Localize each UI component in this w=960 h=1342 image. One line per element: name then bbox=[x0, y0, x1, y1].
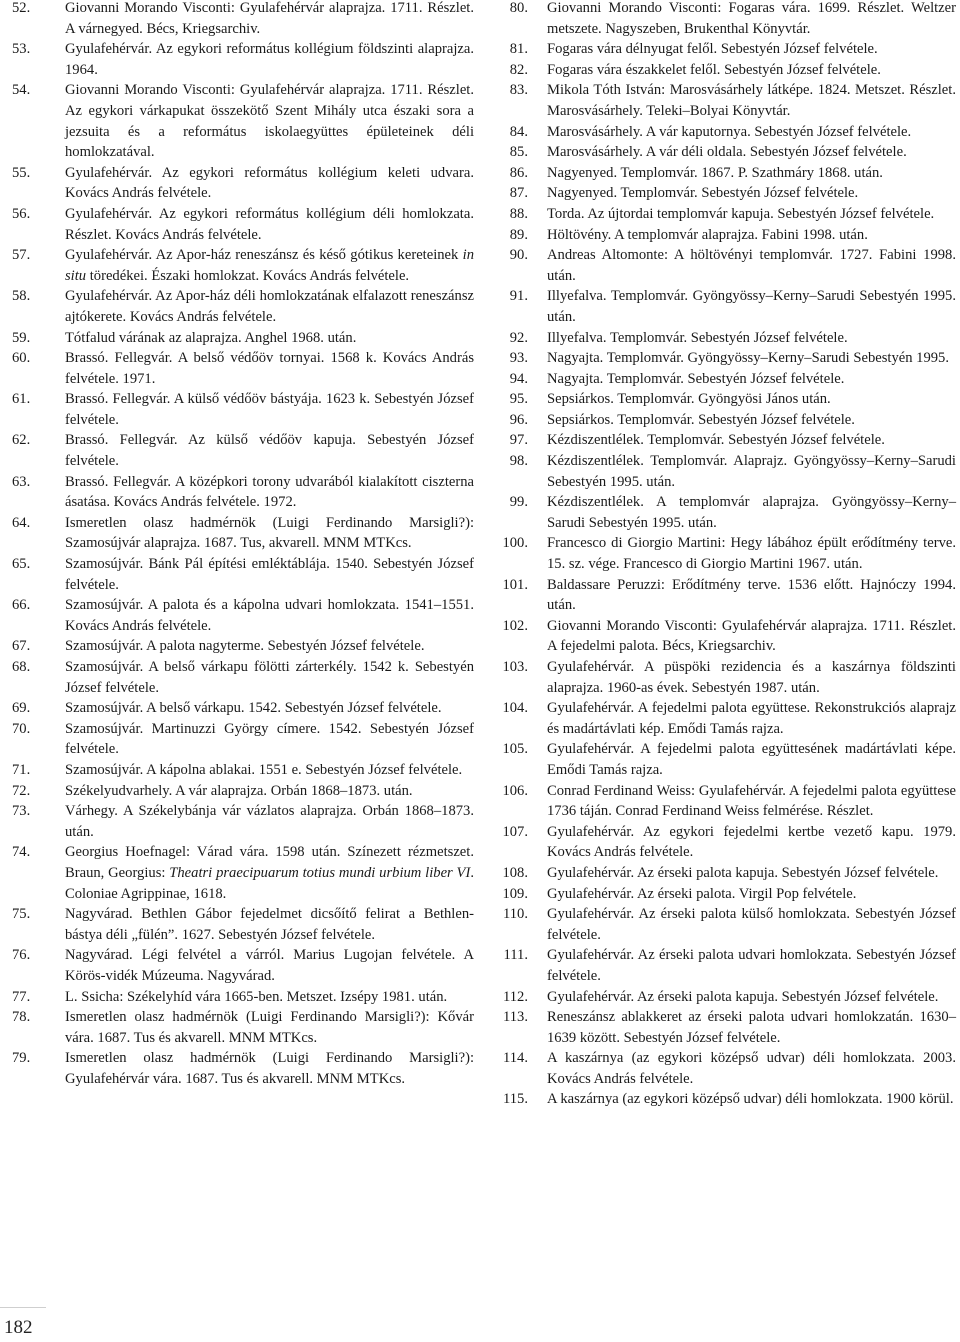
caption-number: 109. bbox=[502, 885, 528, 902]
caption-italic-title: in situ bbox=[65, 247, 474, 284]
caption-number: 93. bbox=[509, 350, 528, 367]
caption-entry bbox=[12, 245, 474, 286]
caption-number: 85. bbox=[509, 144, 528, 161]
caption-entry bbox=[494, 698, 956, 739]
caption-entry bbox=[494, 163, 956, 184]
caption-text-part: Tótfalud várának az alaprajza. Anghel 1968. után. bbox=[65, 329, 357, 346]
caption-number: 60. bbox=[12, 350, 31, 367]
caption-text bbox=[65, 165, 474, 202]
caption-entry bbox=[494, 410, 956, 431]
caption-entry bbox=[12, 348, 474, 389]
caption-entry bbox=[494, 822, 956, 863]
caption-text bbox=[547, 330, 848, 346]
caption-entry bbox=[494, 430, 956, 451]
caption-entry bbox=[12, 801, 474, 842]
caption-entry bbox=[12, 760, 474, 781]
caption-text bbox=[547, 824, 956, 861]
caption-number: 70. bbox=[12, 720, 31, 737]
caption-text bbox=[65, 247, 474, 284]
caption-entry bbox=[12, 389, 474, 430]
caption-text-part: Illyefalva. Templomvár. Sebestyén József felvétele. bbox=[547, 329, 848, 346]
caption-text-part: Nagyajta. Templomvár. Gyöngyössy–Kerny–Sarudi Sebestyén 1995. bbox=[547, 350, 950, 367]
caption-number: 66. bbox=[12, 597, 31, 614]
caption-number: 97. bbox=[509, 432, 528, 449]
caption-entry bbox=[494, 739, 956, 780]
caption-text-part: Nagyvárad. Bethlen Gábor fejedelmet dicsőítő felirat a Bethlen-bástya déli „fülén”. 1627. Sebestyén József felvétele. bbox=[65, 906, 474, 943]
caption-entry bbox=[494, 39, 956, 60]
caption-text-part: Gyulafehérvár. A fejedelmi palota együttese. Rekonstrukciós alaprajz és madártávlati kép. Emődi Tamás rajza. bbox=[547, 700, 956, 737]
caption-text-part: Ismeretlen olasz hadmérnök (Luigi Ferdinando Marsigli?): Kővár vára. 1687. Tus és akvarell. MNM MTKcs. bbox=[65, 1009, 474, 1046]
caption-number: 112. bbox=[503, 988, 528, 1005]
caption-number: 81. bbox=[509, 41, 528, 58]
caption-entry bbox=[12, 636, 474, 657]
caption-text bbox=[65, 906, 474, 943]
caption-number: 101. bbox=[502, 576, 528, 593]
caption-entry bbox=[494, 122, 956, 143]
caption-text-part: Gyulafehérvár. Az egykori fejedelmi kertbe vezető kapu. 1979. Kovács András felvétele. bbox=[547, 823, 956, 861]
caption-number: 77. bbox=[12, 988, 31, 1005]
caption-number: 58. bbox=[12, 288, 31, 305]
caption-text-part: Sepsiárkos. Templomvár. Gyöngyösi János után. bbox=[547, 391, 831, 408]
caption-text bbox=[547, 412, 855, 428]
caption-text-part: töredékei. Északi homlokzat. Kovács András felvétele. bbox=[86, 267, 410, 284]
caption-number: 74. bbox=[12, 844, 31, 861]
caption-entry bbox=[12, 904, 474, 945]
caption-entry bbox=[494, 389, 956, 410]
caption-list-right bbox=[494, 0, 956, 1110]
caption-entry bbox=[494, 945, 956, 986]
caption-text-part: A kaszárnya (az egykori középső udvar) déli homlokzata. 1900 körül. bbox=[547, 1091, 954, 1108]
caption-text bbox=[547, 453, 956, 490]
caption-text bbox=[65, 0, 474, 37]
caption-text bbox=[547, 247, 956, 284]
caption-text bbox=[547, 391, 831, 407]
caption-number: 72. bbox=[12, 782, 31, 799]
caption-number: 115. bbox=[503, 1091, 528, 1108]
caption-text-part: Gyulafehérvár. Az egykori református kollégium déli homlokzata. Részlet. Kovács András felvétele. bbox=[65, 205, 474, 243]
caption-entry bbox=[12, 698, 474, 719]
caption-entry bbox=[494, 781, 956, 822]
caption-text-part: Kézdiszentlélek. Templomvár. Sebestyén József felvétele. bbox=[547, 432, 885, 449]
caption-text-part: Giovanni Morando Visconti: Gyulafehérvár alaprajza. 1711. Részlet. Az egykori várkapukat összekötő Szent Mihály utca északi sora a jezsuita és a református iskolaegyüttes épületeinek déli homlokzatával. bbox=[65, 82, 474, 161]
caption-number: 79. bbox=[12, 1050, 31, 1067]
caption-number: 54. bbox=[12, 82, 31, 99]
caption-text bbox=[65, 803, 474, 840]
caption-number: 91. bbox=[509, 288, 528, 305]
caption-text bbox=[547, 0, 956, 37]
caption-entry bbox=[494, 286, 956, 327]
caption-entry bbox=[494, 245, 956, 286]
caption-number: 86. bbox=[509, 164, 528, 181]
caption-text bbox=[547, 206, 934, 222]
caption-number: 59. bbox=[12, 329, 31, 346]
caption-text-part: Sepsiárkos. Templomvár. Sebestyén József felvétele. bbox=[547, 411, 855, 428]
caption-text bbox=[65, 659, 474, 696]
caption-entry bbox=[494, 1048, 956, 1089]
caption-number: 102. bbox=[502, 617, 528, 634]
caption-entry bbox=[12, 554, 474, 595]
caption-number: 82. bbox=[509, 61, 528, 78]
caption-text bbox=[65, 556, 474, 593]
caption-text bbox=[547, 227, 868, 243]
caption-entry bbox=[12, 781, 474, 802]
caption-text-part: Nagyajta. Templomvár. Sebestyén József felvétele. bbox=[547, 370, 845, 387]
caption-number: 103. bbox=[502, 659, 528, 675]
caption-number: 64. bbox=[12, 514, 31, 531]
caption-text-part: Gyulafehérvár. Az érseki palota udvari homlokzata. Sebestyén József felvétele. bbox=[547, 947, 956, 984]
caption-entry bbox=[494, 987, 956, 1008]
caption-number: 113. bbox=[503, 1009, 528, 1026]
caption-text bbox=[547, 535, 956, 572]
caption-entry bbox=[12, 842, 474, 904]
caption-entry bbox=[12, 472, 474, 513]
caption-text bbox=[65, 1009, 474, 1046]
caption-text bbox=[547, 947, 956, 984]
caption-entry bbox=[494, 348, 956, 369]
caption-text bbox=[65, 597, 474, 634]
caption-text-part: Kézdiszentlélek. A templomvár alaprajza. Gyöngyössy–Kerny–Sarudi Sebestyén 1995. után. bbox=[547, 494, 956, 531]
caption-number: 105. bbox=[502, 741, 528, 758]
caption-text-part: Szamosújvár. A palota nagyterme. Sebestyén József felvétele. bbox=[65, 638, 425, 655]
caption-entry bbox=[494, 183, 956, 204]
caption-number: 69. bbox=[12, 700, 31, 717]
caption-text bbox=[547, 659, 956, 696]
caption-text bbox=[65, 1050, 474, 1087]
caption-text bbox=[65, 206, 474, 243]
caption-text bbox=[547, 906, 956, 943]
caption-text-part: Gyulafehérvár. Az érseki palota kapuja. Sebestyén József felvétele. bbox=[547, 864, 939, 881]
caption-entry bbox=[494, 616, 956, 657]
caption-number: 100. bbox=[502, 535, 528, 552]
caption-text bbox=[65, 432, 474, 469]
caption-number: 98. bbox=[509, 453, 528, 470]
caption-number: 87. bbox=[509, 185, 528, 202]
caption-text bbox=[547, 886, 856, 902]
caption-text-part: Torda. Az újtordai templomvár kapuja. Sebestyén József felvétele. bbox=[547, 205, 935, 222]
caption-text-part: Reneszánsz ablakkeret az érseki palota udvari homlokzatán. 1630–1639 között. Sebestyén József felvétele. bbox=[547, 1009, 956, 1046]
caption-entry bbox=[12, 945, 474, 986]
caption-text bbox=[547, 62, 881, 78]
caption-text-part: Conrad Ferdinand Weiss: Gyulafehérvár. A fejedelmi palota együttese 1736 táján. Conrad Ferdinand Weiss felmérése. Részlet. bbox=[547, 782, 956, 820]
caption-text bbox=[65, 41, 474, 78]
caption-text bbox=[65, 762, 462, 778]
caption-text bbox=[547, 700, 956, 737]
caption-number: 94. bbox=[509, 370, 528, 387]
caption-text bbox=[65, 783, 413, 799]
caption-text-part: Gyulafehérvár. Az érseki palota kapuja. Sebestyén József felvétele. bbox=[547, 988, 939, 1005]
caption-text-part: A kaszárnya (az egykori középső udvar) déli homlokzata. 2003. Kovács András felvétele. bbox=[547, 1050, 956, 1087]
caption-text bbox=[65, 721, 474, 758]
page-number-rule bbox=[0, 1307, 46, 1308]
caption-text-part: Baldassare Peruzzi: Erődítmény terve. 1536 előtt. Hajnóczy 1994. után. bbox=[547, 576, 956, 614]
caption-text bbox=[547, 618, 956, 655]
caption-entry bbox=[12, 430, 474, 471]
caption-entry bbox=[12, 1048, 474, 1089]
caption-text bbox=[65, 844, 474, 901]
caption-text-part: Szamosújvár. A palota és a kápolna udvari homlokzata. 1541–1551. Kovács András felvétele. bbox=[65, 597, 474, 634]
caption-entry bbox=[494, 657, 956, 698]
caption-text bbox=[65, 391, 474, 428]
caption-text-part: Höltövény. A templomvár alaprajza. Fabini 1998. után. bbox=[547, 226, 868, 243]
caption-text bbox=[547, 124, 911, 140]
caption-text-part: Szamosújvár. Martinuzzi György címere. 1542. Sebestyén József felvétele. bbox=[65, 720, 474, 758]
caption-number: 76. bbox=[12, 947, 31, 964]
caption-text bbox=[547, 741, 956, 778]
caption-entry bbox=[494, 575, 956, 616]
caption-text bbox=[547, 865, 938, 881]
caption-text-part: Brassó. Fellegvár. Az külső védőöv kapuja. Sebestyén József felvétele. bbox=[65, 432, 474, 470]
caption-text bbox=[547, 144, 907, 160]
caption-entry bbox=[12, 286, 474, 327]
caption-text bbox=[65, 515, 474, 552]
caption-text-part: Gyulafehérvár. Az érseki palota. Virgil Pop felvétele. bbox=[547, 885, 857, 902]
caption-text-part: Francesco di Giorgio Martini: Hegy lábához épült erődítmény terve. 15. sz. vége. Francesco di Giorgio Martini 1967. után. bbox=[547, 535, 956, 573]
caption-text bbox=[547, 165, 883, 181]
caption-number: 67. bbox=[12, 638, 31, 655]
caption-entry bbox=[494, 225, 956, 246]
caption-list-left bbox=[12, 0, 474, 1089]
caption-text bbox=[65, 989, 447, 1005]
caption-entry bbox=[12, 328, 474, 349]
caption-text bbox=[65, 82, 474, 160]
caption-text-part: . Coloniae Agrippinae, 1618. bbox=[65, 864, 474, 902]
caption-italic-title: Theatri praecipuarum totius mundi urbium liber VI bbox=[169, 864, 471, 881]
caption-text-part: Szamosújvár. A kápolna ablakai. 1551 e. Sebestyén József felvétele. bbox=[65, 761, 463, 778]
caption-text bbox=[65, 638, 424, 654]
caption-text bbox=[547, 577, 956, 614]
caption-number: 75. bbox=[12, 906, 31, 923]
caption-entry bbox=[12, 80, 474, 162]
caption-entry bbox=[12, 513, 474, 554]
caption-number: 111. bbox=[503, 947, 528, 964]
caption-text-part: Szamosújvár. Bánk Pál építési emléktáblája. 1540. Sebestyén József felvétele. bbox=[65, 556, 474, 593]
caption-number: 99. bbox=[509, 494, 528, 511]
caption-entry bbox=[494, 328, 956, 349]
caption-entry bbox=[494, 60, 956, 81]
caption-text-part: Brassó. Fellegvár. A belső védőöv tornyai. 1568 k. Kovács András felvétele. 1971. bbox=[65, 350, 474, 387]
caption-text-part: Kézdiszentlélek. Templomvár. Alaprajz. Gyöngyössy–Kerny–Sarudi Sebestyén 1995. után. bbox=[547, 453, 956, 490]
caption-text-part: Szamosújvár. A belső várkapu. 1542. Sebestyén József felvétele. bbox=[65, 700, 442, 717]
caption-entry bbox=[494, 1089, 956, 1110]
caption-text bbox=[547, 989, 938, 1005]
caption-text-part: Brassó. Fellegvár. A külső védőöv bástyája. 1623 k. Sebestyén József felvétele. bbox=[65, 391, 474, 428]
caption-entry bbox=[494, 80, 956, 121]
caption-text-part: Gyulafehérvár. Az egykori református kollégium földszinti alaprajza. 1964. bbox=[65, 41, 474, 78]
caption-text-part: Georgius Hoefnagel: Várad vára. 1598 után. Színezett rézmetszet. Braun, Georgius: bbox=[65, 844, 474, 881]
caption-entry bbox=[12, 987, 474, 1008]
caption-entry bbox=[12, 204, 474, 245]
caption-text bbox=[65, 350, 474, 387]
caption-entry bbox=[494, 0, 956, 39]
caption-text bbox=[65, 330, 356, 346]
caption-number: 114. bbox=[503, 1050, 528, 1067]
caption-text-part: Ismeretlen olasz hadmérnök (Luigi Ferdinando Marsigli?): Szamosújvár alaprajza. 1687. Tus, akvarell. MNM MTKcs. bbox=[65, 514, 474, 552]
caption-text-part: Gyulafehérvár. Az érseki palota külső homlokzata. Sebestyén József felvétele. bbox=[547, 906, 956, 943]
caption-text-part: Giovanni Morando Visconti: Gyulafehérvár alaprajza. 1711. Részlet. A várnegyed. Bécs, Kriegsarchiv. bbox=[65, 0, 474, 37]
caption-text-part: Székelyudvarhely. A vár alaprajza. Orbán 1868–1873. után. bbox=[65, 782, 413, 799]
caption-entry bbox=[12, 595, 474, 636]
caption-number: 83. bbox=[509, 82, 528, 99]
caption-number: 84. bbox=[509, 123, 528, 140]
caption-number: 53. bbox=[12, 41, 31, 58]
caption-text bbox=[547, 783, 956, 820]
caption-entry bbox=[12, 1007, 474, 1048]
caption-entry bbox=[12, 163, 474, 204]
caption-text bbox=[65, 700, 442, 716]
caption-text-part: Gyulafehérvár. A fejedelmi palota együttesének madártávlati képe. Emődi Tamás rajza. bbox=[547, 741, 956, 778]
caption-text-part: Gyulafehérvár. Az egykori református kollégium keleti udvara. Kovács András felvétele. bbox=[65, 164, 474, 202]
caption-text bbox=[547, 371, 844, 387]
caption-text-part: Mikola Tóth István: Marosvásárhely látképe. 1824. Metszet. Részlet. Marosvásárhely. Teleki–Bolyai Könyvtár. bbox=[547, 82, 956, 119]
caption-number: 62. bbox=[12, 432, 31, 449]
caption-number: 61. bbox=[12, 391, 31, 408]
caption-text-part: Nagyvárad. Légi felvétel a várról. Marius Lugojan felvétele. A Körös-vidék Múzeuma. Nagyvárad. bbox=[65, 947, 474, 984]
caption-entry bbox=[494, 863, 956, 884]
caption-entry bbox=[494, 204, 956, 225]
caption-text-part: Szamosújvár. A belső várkapu fölötti zárterkély. 1542 k. Sebestyén József felvétele. bbox=[65, 659, 474, 696]
caption-number: 68. bbox=[12, 659, 31, 675]
caption-text bbox=[547, 41, 878, 57]
caption-number: 52. bbox=[12, 0, 31, 16]
caption-number: 92. bbox=[509, 329, 528, 346]
caption-text-part: Giovanni Morando Visconti: Fogaras vára. 1699. Részlet. Weltzer metszete. Nagyszeben, Brukenthal Könyvtár. bbox=[547, 0, 956, 37]
caption-text bbox=[65, 474, 474, 511]
caption-number: 104. bbox=[502, 700, 528, 717]
caption-number: 106. bbox=[502, 782, 528, 799]
caption-entry bbox=[494, 492, 956, 533]
caption-number: 63. bbox=[12, 473, 31, 490]
caption-text bbox=[547, 185, 858, 201]
caption-number: 80. bbox=[509, 0, 528, 16]
caption-text-part: Giovanni Morando Visconti: Gyulafehérvár alaprajza. 1711. Részlet. A fejedelmi palota. Bécs, Kriegsarchiv. bbox=[547, 617, 956, 655]
caption-text-part: Illyefalva. Templomvár. Gyöngyössy–Kerny–Sarudi Sebestyén 1995. után. bbox=[547, 288, 956, 325]
caption-text bbox=[547, 82, 956, 119]
caption-entry bbox=[494, 884, 956, 905]
caption-entry bbox=[12, 719, 474, 760]
caption-text bbox=[547, 288, 956, 325]
caption-entry bbox=[12, 39, 474, 80]
caption-text-part: Gyulafehérvár. Az Apor-ház reneszánsz és késő gótikus kereteinek bbox=[65, 247, 463, 264]
caption-number: 65. bbox=[12, 556, 31, 573]
caption-number: 95. bbox=[509, 391, 528, 408]
caption-entry bbox=[12, 0, 474, 39]
caption-number: 89. bbox=[509, 226, 528, 243]
caption-text-part: Várhegy. A Székelybánja vár vázlatos alaprajza. Orbán 1868–1873. után. bbox=[65, 803, 474, 840]
caption-text-part: Marosvásárhely. A vár déli oldala. Sebestyén József felvétele. bbox=[547, 144, 907, 161]
caption-text-part: Fogaras vára délnyugat felől. Sebestyén József felvétele. bbox=[547, 41, 878, 58]
caption-text-part: Nagyenyed. Templomvár. Sebestyén József felvétele. bbox=[547, 185, 859, 202]
caption-entry bbox=[12, 657, 474, 698]
caption-number: 56. bbox=[12, 205, 31, 222]
caption-entry bbox=[494, 904, 956, 945]
caption-number: 71. bbox=[12, 761, 31, 778]
page-number: 182 bbox=[4, 1317, 33, 1338]
caption-number: 110. bbox=[503, 906, 528, 923]
caption-text bbox=[547, 1091, 953, 1107]
caption-text bbox=[65, 947, 474, 984]
caption-text-part: Gyulafehérvár. A püspöki rezidencia és a kaszárnya földszinti alaprajza. 1960-as évek. Sebestyén 1987. után. bbox=[547, 659, 956, 696]
caption-text bbox=[547, 1009, 956, 1046]
caption-entry bbox=[494, 533, 956, 574]
caption-number: 57. bbox=[12, 247, 31, 264]
caption-text-part: Fogaras vára északkelet felől. Sebestyén József felvétele. bbox=[547, 61, 881, 78]
caption-entry bbox=[494, 451, 956, 492]
caption-text-part: Andreas Altomonte: A höltövényi templomvár. 1727. Fabini 1998. után. bbox=[547, 247, 956, 284]
caption-text bbox=[547, 1050, 956, 1087]
caption-number: 108. bbox=[502, 864, 528, 881]
caption-text-part: Brassó. Fellegvár. A középkori torony udvarából kialakított ciszterna ásatása. Kovács András felvétele. 1972. bbox=[65, 473, 474, 511]
caption-text bbox=[65, 288, 474, 325]
caption-number: 96. bbox=[509, 411, 528, 428]
caption-number: 90. bbox=[509, 247, 528, 264]
caption-text-part: L. Ssicha: Székelyhíd vára 1665-ben. Metszet. Izsépy 1981. után. bbox=[65, 988, 448, 1005]
caption-entry bbox=[494, 369, 956, 390]
caption-number: 107. bbox=[502, 823, 528, 840]
caption-text bbox=[547, 432, 885, 448]
caption-number: 55. bbox=[12, 164, 31, 181]
caption-text-part: Ismeretlen olasz hadmérnök (Luigi Ferdinando Marsigli?): Gyulafehérvár vára. 1687. Tus és akvarell. MNM MTKcs. bbox=[65, 1050, 474, 1087]
caption-number: 78. bbox=[12, 1009, 31, 1026]
caption-number: 88. bbox=[509, 205, 528, 222]
caption-text bbox=[547, 494, 956, 531]
caption-text-part: Gyulafehérvár. Az Apor-ház déli homlokzatának elfalazott reneszánsz ajtókerete. Kovács András felvétele. bbox=[65, 288, 474, 325]
caption-number: 73. bbox=[12, 803, 31, 820]
caption-text bbox=[547, 350, 949, 366]
caption-text-part: Nagyenyed. Templomvár. 1867. P. Szathmáry 1868. után. bbox=[547, 164, 883, 181]
caption-text-part: Marosvásárhely. A vár kaputornya. Sebestyén József felvétele. bbox=[547, 123, 912, 140]
caption-entry bbox=[494, 142, 956, 163]
caption-entry bbox=[494, 1007, 956, 1048]
